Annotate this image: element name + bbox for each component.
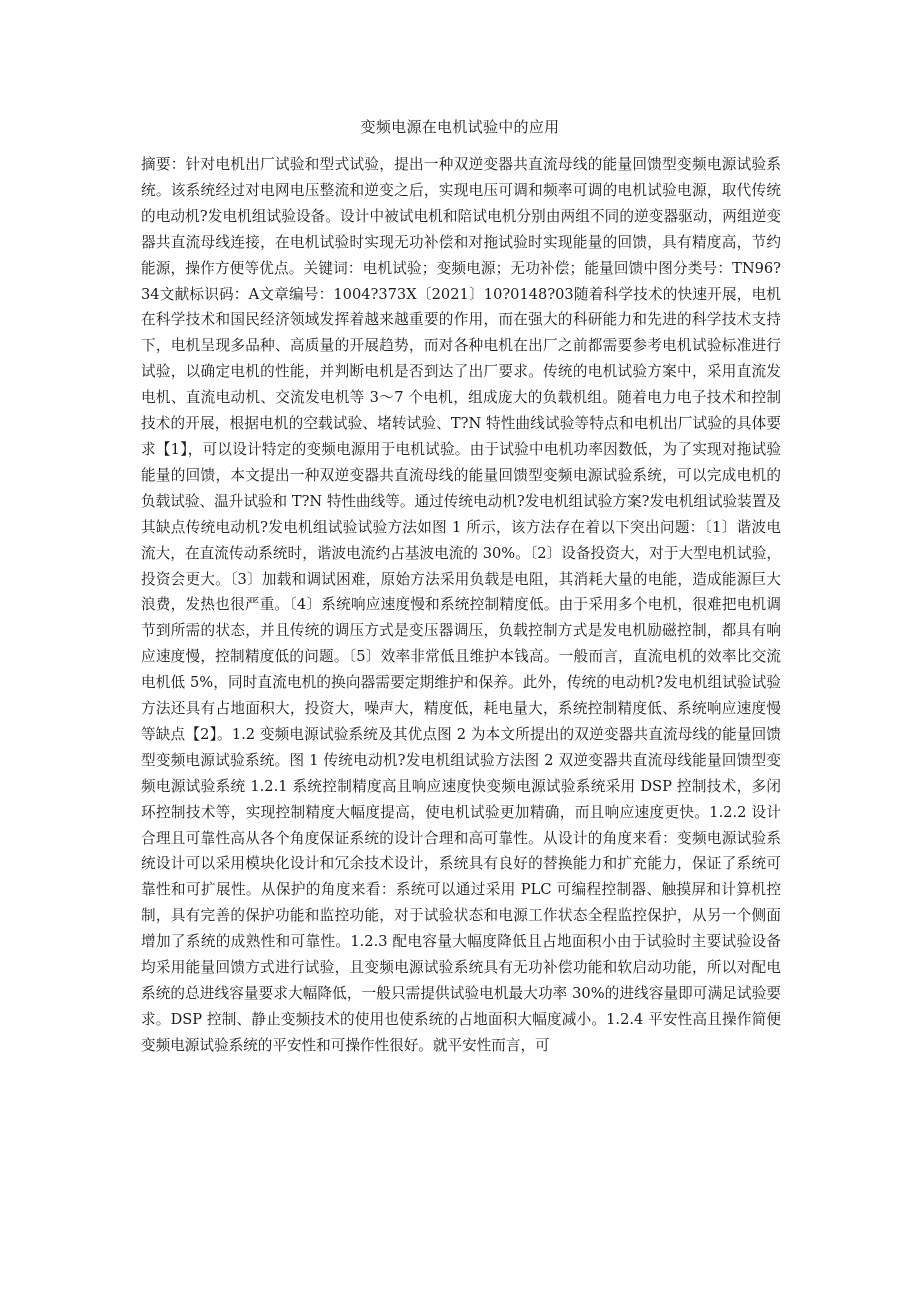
body-paragraph: 摘要：针对电机出厂试验和型式试验，提出一种双逆变器共直流母线的能量回馈型变频电源试验系统。该系统经过对电网电压整流和逆变之后，实现电压可调和频率可调的电机试验电源，取代传统的电动机?发电机组试验设备。设计中被试电机和陪试电机分别由两组不同的逆变器驱动，两组逆变器共直流母线连接，在电机试验时实现无功补偿和对拖试验时实现能量的回馈，具有精度高，节约能源，操作方便等优点。关键词：电机试验；变频电源；无功补偿；能量回馈中图分类号：TN96?34文献标识码：A文章编号：1004?373X〔2021〕10?0148?03随着科学技术的快速开展，电机在科学技术和国民经济领域发挥着越来越重要的作用，而在强大的科研能力和先进的科学技术支持下，电机呈现多品种、高质量的开展趋势，而对各种电机在出厂之前都需要参考电机试验标准进行试验，以确定电机的性能，并判断电机是否到达了出厂要求。传统的电机试验方案中，采用直流发电机、直流电动机、交流发电机等 3～7 个电机，组成庞大的负载机组。随着电力电子技术和控制技术的开展，根据电机的空载试验、堵转试验、T?N 特性曲线试验等特点和电机出厂试验的具体要求【1】，可以设计特定的变频电源用于电机试验。由于试验中电机功率因数低，为了实现对拖试验能量的回馈，本文提出一种双逆变器共直流母线的能量回馈型变频电源试验系统，可以完成电机的负载试验、温升试验和 T?N 特性曲线等。通过传统电动机?发电机组试验方案?发电机组试验装置及其缺点传统电动机?发电机组试验试验方法如图 1 所示，该方法存在着以下突出问题：〔1〕谐波电流大，在直流传动系统时，谐波电流约占基波电流的 30%。〔2〕设备投资大，对于大型电机试验，投资会更大。〔3〕加载和调试困难，原始方法采用负载是电阻，其消耗大量的电能，造成能源巨大浪费，发热也很严重。〔4〕系统响应速度慢和系统控制精度低。由于采用多个电机，很难把电机调节到所需的状态，并且传统的调压方式是变压器调压，负载控制方式是发电机励磁控制，都具有响应速度慢，控制精度低的问题。〔5〕效率非常低且维护本钱高。一般而言，直流电机的效率比交流电机低 5%，同时直流电机的换向器需要定期维护和保养。此外，传统的电动机?发电机组试验试验方法还具有占地面积大，投资大，噪声大，精度低，耗电量大，系统控制精度低、系统响应速度慢等缺点【2】。1.2 变频电源试验系统及其优点图 2 为本文所提出的双逆变器共直流母线的能量回馈型变频电源试验系统。图 1 传统电动机?发电机组试验方法图 2 双逆变器共直流母线能量回馈型变频电源试验系统 1.2.1 系统控制精度高且响应速度快变频电源试验系统采用 DSP 控制技术，多闭环控制技术等，实现控制精度大幅度提高，使电机试验更加精确，而且响应速度更快。1.2.2 设计合理且可靠性高从各个角度保证系统的设计合理和高可靠性。从设计的角度来看：变频电源试验系统设计可以采用模块化设计和冗余技术设计，系统具有良好的替换能力和扩充能力，保证了系统可靠性和可扩展性。从保护的角度来看：系统可以通过采用 PLC 可编程控制器、触摸屏和计算机控制，具有完善的保护功能和监控功能，对于试验状态和电源工作状态全程监控保护，从另一个侧面增加了系统的成熟性和可靠性。1.2.3 配电容量大幅度降低且占地面积小由于试验时主要试验设备均采用能量回馈方式进行试验，且变频电源试验系统具有无功补偿功能和软启动功能，所以对配电系统的总进线容量要求大幅降低，一般只需提供试验电机最大功率 30%的进线容量即可满足试验要求。DSP 控制、静止变频技术的使用也使系统的占地面积大幅度减小。1.2.4 平安性高且操作简便变频电源试验系统的平安性和可操作性很好。就平安性而言，可 bbox=[141, 156, 781, 1054]
page-title: 变频电源在电机试验中的应用 bbox=[360, 118, 560, 136]
